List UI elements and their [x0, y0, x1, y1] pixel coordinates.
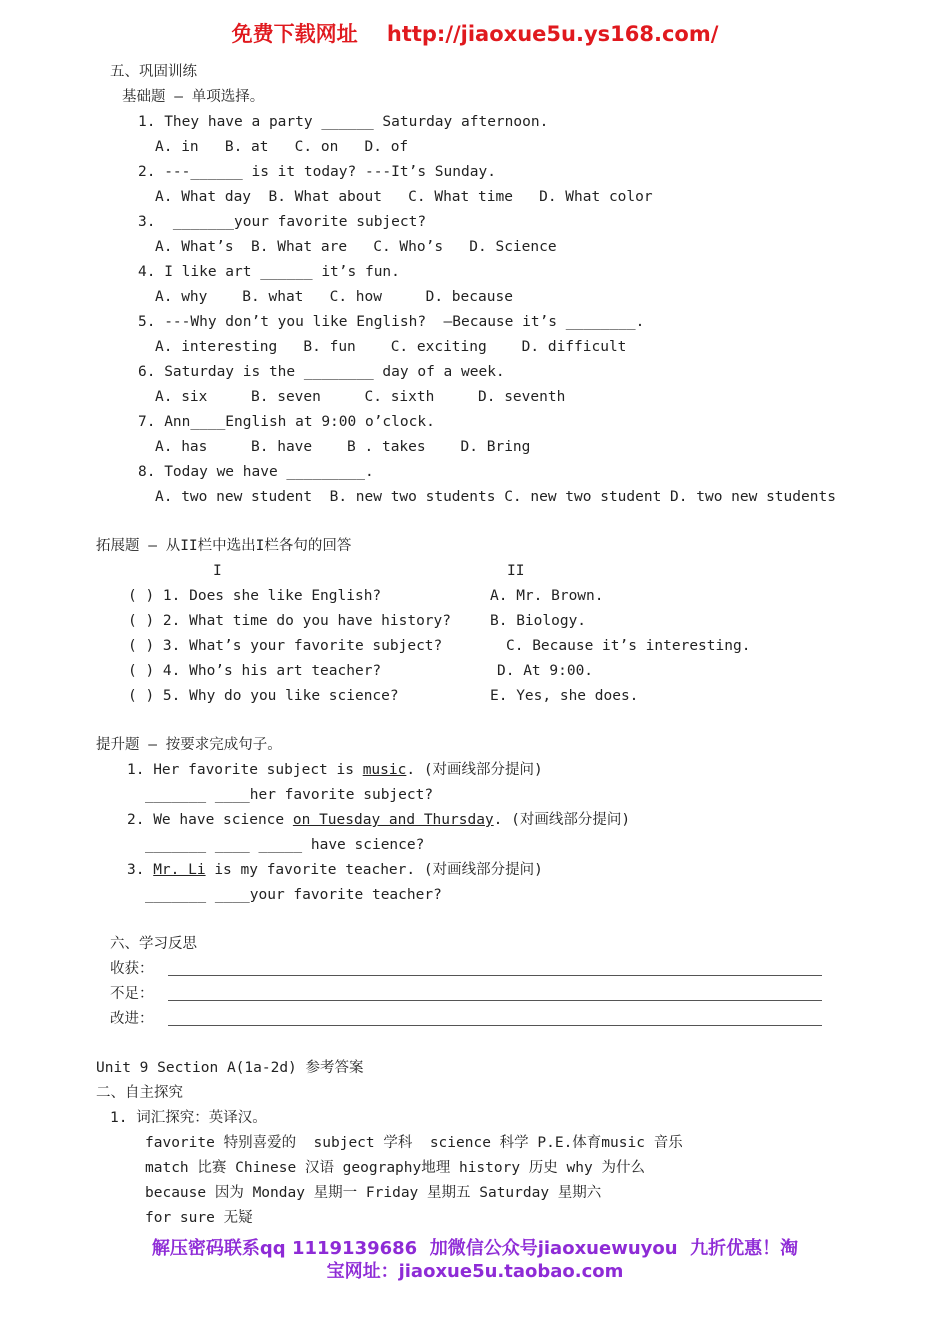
question-4: 4. I like art ______ it’s fun. [138, 264, 400, 280]
section5-title: 五、巩固训练 [110, 64, 197, 80]
question-7: 7. Ann____English at 9:00 o’clock. [138, 414, 435, 430]
rewrite-answer-2: _______ ____ _____ have science? [145, 837, 425, 853]
footer-line-2: 宝网址：jiaoxue5u.taobao.com [326, 1261, 624, 1282]
match-question-4: ( ) 4. Who’s his art teacher? [128, 663, 382, 679]
question-1: 1. They have a party ______ Saturday afternoon. [138, 114, 549, 130]
answers-title: Unit 9 Section A(1a-2d) 参考答案 [96, 1060, 364, 1076]
improve-title: 提升题 — 按要求完成句子。 [96, 737, 282, 753]
options-4: A. why B. what C. how D. because [155, 289, 513, 305]
col2-header: II [507, 563, 525, 579]
match-question-3: ( ) 3. What’s your favorite subject? [128, 638, 443, 654]
reflection-improve-label: 改进： [110, 1011, 154, 1027]
match-question-2: ( ) 2. What time do you have history? [128, 613, 452, 629]
underlined-part: music [362, 762, 407, 778]
header-banner: 免费下载网址 http://jiaoxue5u.ys168.com/ [231, 22, 719, 46]
match-question-5: ( ) 5. Why do you like science? [128, 688, 399, 704]
section6-title: 六、学习反思 [110, 936, 197, 952]
rewrite-item-3: 3. Mr. Li is my favorite teacher. (对画线部分提问) [127, 862, 543, 878]
col1-header: I [213, 563, 222, 579]
reflection-gain-line [168, 975, 822, 976]
answers-subtitle: 二、自主探究 [96, 1085, 183, 1101]
match-answer-a: A. Mr. Brown. [490, 588, 604, 604]
reflection-improve-line [168, 1025, 822, 1026]
options-1: A. in B. at C. on D. of [155, 139, 409, 155]
reflection-shortfall-line [168, 1000, 822, 1001]
options-2: A. What day B. What about C. What time D. What color [155, 189, 653, 205]
underlined-part: on Tuesday and Thursday [292, 812, 494, 828]
rewrite-answer-3: _______ ____your favorite teacher? [145, 887, 442, 903]
options-7: A. has B. have B . takes D. Bring [155, 439, 531, 455]
match-answer-b: B. Biology. [490, 613, 587, 629]
options-5: A. interesting B. fun C. exciting D. difficult [155, 339, 627, 355]
question-5: 5. ---Why don’t you like English? —Because it’s ________. [138, 314, 645, 330]
rewrite-item-1: 1. Her favorite subject is music. (对画线部分提问) [127, 762, 543, 778]
rewrite-item-2: 2. We have science on Tuesday and Thursday. (对画线部分提问) [127, 812, 631, 828]
reflection-shortfall-label: 不足： [110, 986, 154, 1002]
match-answer-e: E. Yes, she does. [490, 688, 639, 704]
answers-item-1: 1. 词汇探究：英译汉。 [110, 1110, 267, 1126]
extend-title: 拓展题 — 从II栏中选出I栏各句的回答 [96, 538, 352, 554]
vocab-line-3: because 因为 Monday 星期一 Friday 星期五 Saturday 星期六 [145, 1185, 602, 1201]
basic-title: 基础题 — 单项选择。 [122, 89, 265, 105]
footer-line-1: 解压密码联系qq 1119139686 加微信公众号jiaoxuewuyou 九折优惠！淘 [151, 1238, 799, 1259]
options-3: A. What’s B. What are C. Who’s D. Science [155, 239, 557, 255]
rewrite-answer-1: _______ ____her favorite subject? [145, 787, 434, 803]
vocab-line-1: favorite 特别喜爱的 subject 学科 science 科学 P.E.体育music 音乐 [145, 1135, 683, 1151]
reflection-gain-label: 收获： [110, 961, 154, 977]
underlined-part: Mr. Li [153, 862, 206, 878]
question-8: 8. Today we have _________. [138, 464, 374, 480]
options-8: A. two new student B. new two students C. new two student D. two new students [155, 489, 836, 505]
match-answer-d: D. At 9:00. [497, 663, 594, 679]
vocab-line-4: for sure 无疑 [145, 1210, 253, 1226]
question-3: 3. _______your favorite subject? [138, 214, 427, 230]
match-answer-c: C. Because it’s interesting. [506, 638, 751, 654]
vocab-line-2: match 比赛 Chinese 汉语 geography地理 history 历史 why 为什么 [145, 1160, 645, 1176]
options-6: A. six B. seven C. sixth D. seventh [155, 389, 566, 405]
match-question-1: ( ) 1. Does she like English? [128, 588, 382, 604]
question-6: 6. Saturday is the ________ day of a week. [138, 364, 505, 380]
question-2: 2. ---______ is it today? ---It’s Sunday. [138, 164, 496, 180]
